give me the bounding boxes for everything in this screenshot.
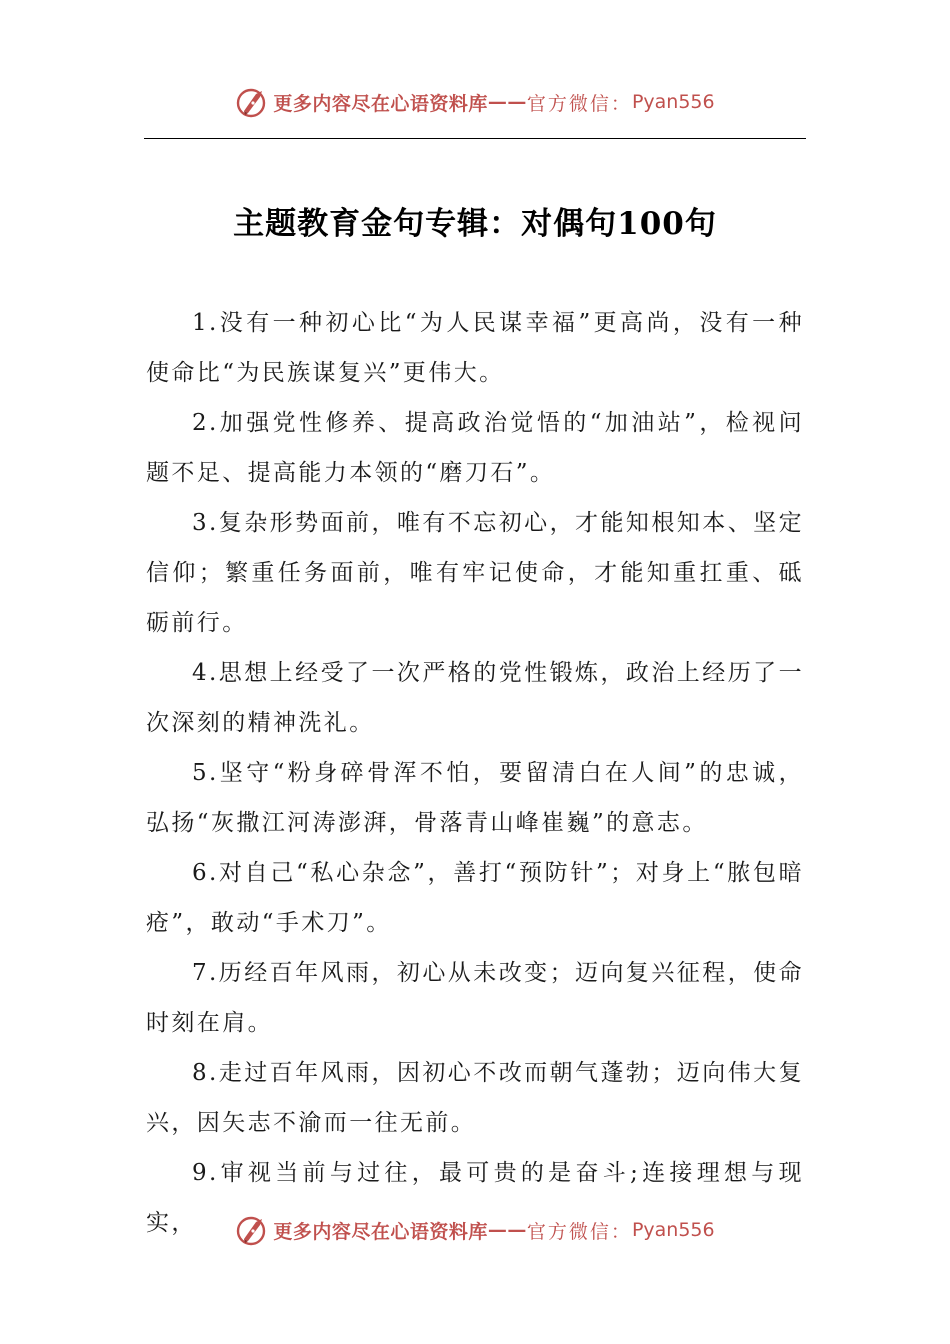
paragraph-3: 3.复杂形势面前，唯有不忘初心，才能知根知本、坚定信仰；繁重任务面前，唯有牢记使命，才能知重扛重、砥砺前行。 [146,510,804,636]
wechat-label: 官方微信： [526,92,632,115]
site-name: 更多内容尽在心语资料库 [273,92,488,115]
pen-nib-circle-logo-icon [235,1213,269,1247]
paragraph-7: 7.历经百年风雨，初心从未改变；迈向复兴征程，使命时刻在肩。 [146,960,804,1036]
banner-dash: —— [487,1219,527,1241]
wechat-id: Pyan556 [631,1219,715,1241]
header-banner [0,82,950,122]
banner-dash: —— [487,91,527,113]
site-name: 更多内容尽在心语资料库 [273,1220,488,1243]
pen-nib-circle-logo-icon [235,85,269,119]
wechat-id: Pyan556 [631,91,715,113]
paragraph-1: 1.没有一种初心比“为人民谋幸福”更高尚，没有一种使命比“为民族谋复兴”更伟大。 [146,310,804,386]
paragraph-5: 5.坚守“粉身碎骨浑不怕，要留清白在人间”的忠诚，弘扬“灰撒江河涛澎湃，骨落青山峰崔巍”的意志。 [146,760,804,836]
wechat-label: 官方微信： [526,1220,632,1243]
footer-banner [0,1210,950,1250]
header-divider [144,138,806,139]
paragraph-4: 4.思想上经受了一次严格的党性锻炼，政治上经历了一次深刻的精神洗礼。 [146,660,804,736]
paragraph-9: 9.审视当前与过往，最可贵的是奋斗;连接理想与现实， [146,1160,804,1236]
paragraph-2: 2.加强党性修养、提高政治觉悟的“加油站”，检视问题不足、提高能力本领的“磨刀石”。 [146,410,804,486]
paragraph-6: 6.对自己“私心杂念”，善打“预防针”；对身上“脓包暗疮”，敢动“手术刀”。 [146,860,804,936]
document-title: 主题教育金句专辑：对偶句100句 [233,206,717,242]
paragraph-8: 8.走过百年风雨，因初心不改而朝气蓬勃；迈向伟大复兴，因矢志不渝而一往无前。 [146,1060,804,1136]
document-body [146,298,804,1248]
